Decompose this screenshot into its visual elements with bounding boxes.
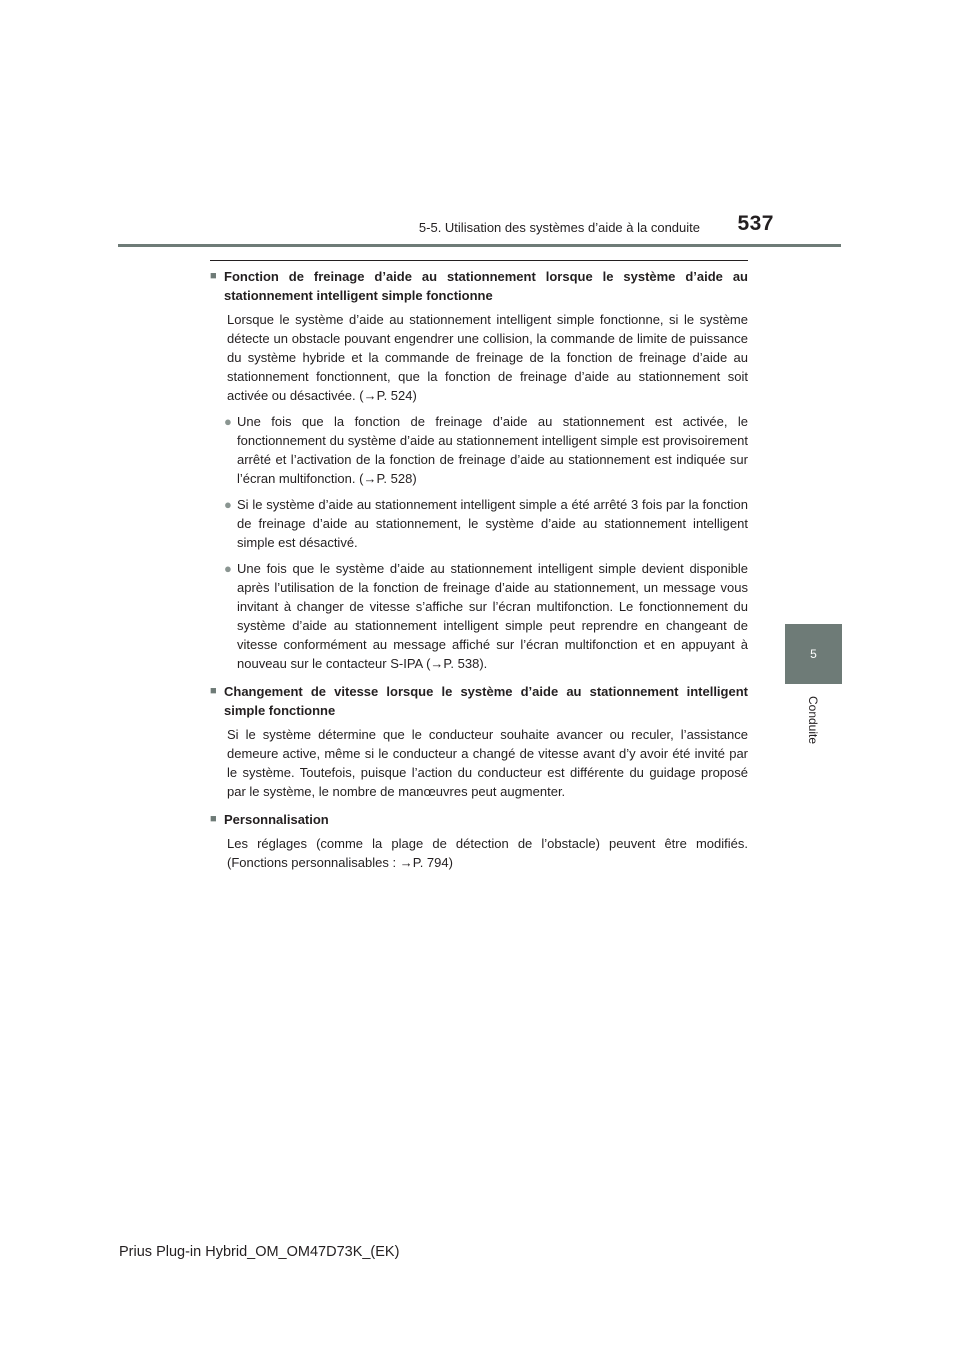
section-paragraph: Les réglages (comme la plage de détection de l’obstacle) peuvent être modifiés. (Fonctions personnalisables : →P. 794)	[227, 836, 748, 870]
section-paragraph: Si le système détermine que le conducteur souhaite avancer ou reculer, l’assistance demeure active, même si le conducteur a changé de vitesse avant d’y avoir été invité par le système. Toutefois, puisque l’action du conducteur est différente du guidage proposé par le système, le nombre de manœuvres peut augmenter.	[227, 727, 748, 799]
content-top-rule	[210, 260, 748, 261]
round-bullet-icon: ●	[224, 414, 232, 429]
section-gear-change	[210, 682, 748, 801]
running-header-section-title: 5-5. Utilisation des systèmes d’aide à la conduite	[418, 220, 700, 235]
round-bullet-icon: ●	[224, 497, 232, 512]
page-number: 537	[737, 212, 774, 235]
chapter-number: 5	[810, 647, 817, 661]
section-customization	[210, 810, 748, 872]
section-heading-text: Changement de vitesse lorsque le système d’aide au stationnement intelligent simple fonctionne	[224, 684, 748, 718]
chapter-tab	[785, 624, 842, 684]
round-bullet-icon: ●	[224, 561, 232, 576]
list-item	[224, 412, 748, 488]
page-content	[210, 267, 748, 872]
section-heading	[210, 682, 748, 720]
list-item-text: Si le système d’aide au stationnement intelligent simple a été arrêté 3 fois par la fonction de freinage d’aide au stationnement, le système d’aide au stationnement intelligent simple est désactivé.	[237, 497, 748, 550]
chapter-label-text: Conduite	[806, 695, 821, 745]
section-heading	[210, 267, 748, 305]
section-heading-text: Personnalisation	[224, 812, 329, 827]
square-bullet-icon: ■	[210, 685, 217, 697]
chapter-label	[785, 690, 842, 750]
section-paragraph: Lorsque le système d’aide au stationnement intelligent simple fonctionne, si le système détecte un obstacle pouvant engendrer une collision, la commande de limite de puissance du système hybride et la commande de freinage de la fonction de freinage d’aide au stationnement fonctionnent, que la fonction de freinage d’aide au stationnement soit activée ou désactivée. (→P. 524)	[227, 312, 748, 403]
list-item-text: Une fois que le système d’aide au stationnement intelligent simple devient disponible après l’utilisation de la fonction de freinage d’aide au stationnement, un message vous invitant à changer de vitesse s’affiche sur l’écran multifonction. Le fonctionnement du système d’aide au stationnement intelligent simple peut reprendre en changeant de vitesse conformément au message affiché sur l’écran multifonction et en appuyant à nouveau sur le contacteur S-IPA (→P. 538).	[237, 561, 748, 671]
square-bullet-icon: ■	[210, 270, 217, 282]
section-parking-brake-assist	[210, 267, 748, 673]
section-heading-text: Fonction de freinage d’aide au stationnement lorsque le système d’aide au stationnement intelligent simple fonctionne	[224, 269, 748, 303]
footer-document-id: Prius Plug-in Hybrid_OM_OM47D73K_(EK)	[119, 1244, 400, 1260]
header-rule	[118, 244, 841, 247]
list-item	[224, 495, 748, 552]
square-bullet-icon: ■	[210, 813, 217, 825]
list-item	[224, 559, 748, 673]
section-heading	[210, 810, 748, 829]
list-item-text: Une fois que la fonction de freinage d’aide au stationnement est activée, le fonctionnement du système d’aide au stationnement intelligent simple est provisoirement arrêté et l’activation de la fonction de freinage d’aide au stationnement est indiquée sur l’écran multifonction. (→P. 528)	[237, 414, 748, 486]
